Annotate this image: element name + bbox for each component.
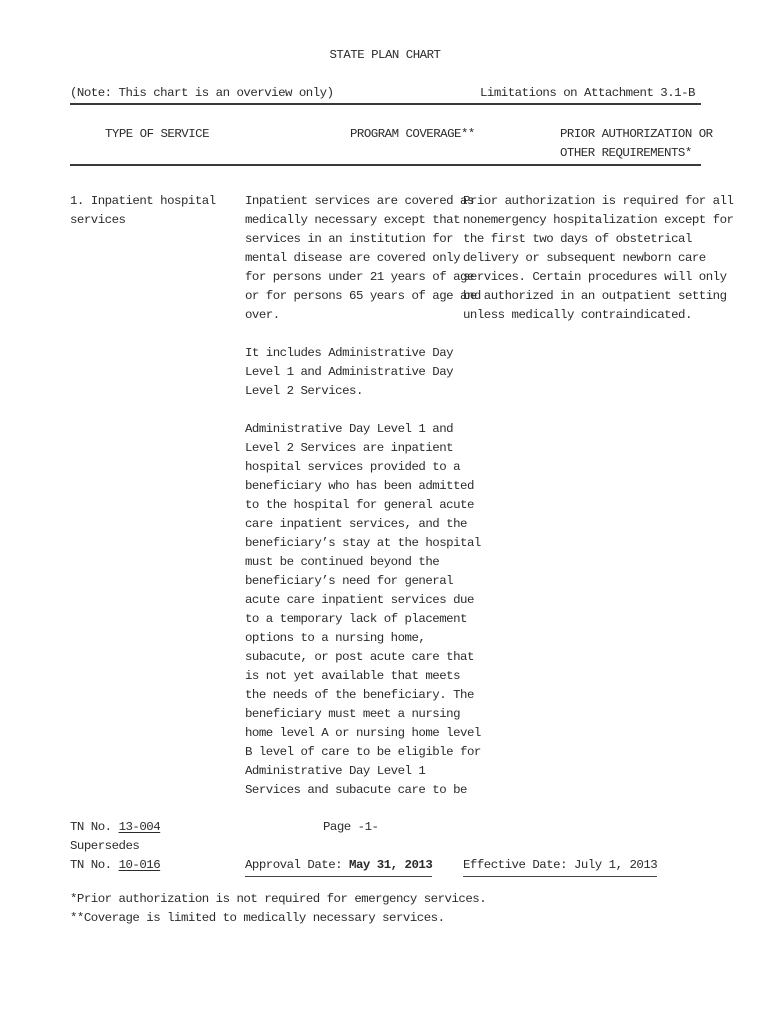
coverage-paragraph bbox=[245, 192, 481, 325]
coverage-line: the needs of the beneficiary. The bbox=[245, 688, 474, 702]
approval-label: Approval Date: bbox=[245, 858, 350, 872]
service-line: services bbox=[70, 213, 126, 227]
program-coverage-cell bbox=[245, 192, 481, 819]
coverage-line: care inpatient services, and the bbox=[245, 517, 467, 531]
tn2-label: TN No. bbox=[70, 858, 119, 872]
coverage-line: subacute, or post acute care that bbox=[245, 650, 474, 664]
column-header-type-of-service: TYPE OF SERVICE bbox=[105, 127, 210, 141]
attachment-reference: Limitations on Attachment 3.1-B bbox=[479, 86, 695, 100]
header-rule-top bbox=[70, 103, 701, 105]
coverage-line: for persons under 21 years of age bbox=[245, 270, 474, 284]
coverage-line: beneficiary who has been admitted bbox=[245, 479, 474, 493]
coverage-line: acute care inpatient services due bbox=[245, 593, 474, 607]
service-line: 1. Inpatient hospital bbox=[70, 194, 216, 208]
prior-auth-line: delivery or subsequent newborn care bbox=[463, 251, 706, 265]
page-title: STATE PLAN CHART bbox=[329, 48, 441, 62]
footnote-coverage: **Coverage is limited to medically necessary services. bbox=[70, 911, 445, 925]
prior-auth-line: the first two days of obstetrical bbox=[463, 232, 692, 246]
page-number: Page -1- bbox=[323, 820, 379, 834]
column-header-program-coverage: PROGRAM COVERAGE** bbox=[350, 127, 475, 141]
coverage-line: home level A or nursing home level bbox=[245, 726, 481, 740]
coverage-line: services in an institution for bbox=[245, 232, 454, 246]
prior-auth-line: be authorized in an outpatient setting bbox=[463, 289, 727, 303]
tn-number-value: 13-004 bbox=[118, 820, 161, 834]
tn2-number-value: 10-016 bbox=[118, 858, 161, 872]
column-header-prior-authorization bbox=[560, 125, 713, 163]
prior-auth-line: unless medically contraindicated. bbox=[463, 308, 692, 322]
coverage-line: Level 1 and Administrative Day bbox=[245, 365, 454, 379]
coverage-line: medically necessary except that bbox=[245, 213, 461, 227]
effective-date: Effective Date: July 1, 2013 bbox=[463, 856, 657, 877]
prior-auth-line: services. Certain procedures will only bbox=[463, 270, 727, 284]
coverage-line: Services and subacute care to be bbox=[245, 783, 467, 797]
approval-date-value: May 31, 2013 bbox=[349, 858, 433, 872]
prior-auth-header-line-2: OTHER REQUIREMENTS* bbox=[560, 146, 692, 160]
footnote-prior-authorization: *Prior authorization is not required for emergency services. bbox=[70, 892, 487, 906]
coverage-paragraph bbox=[245, 420, 481, 800]
coverage-paragraph bbox=[245, 344, 454, 401]
tn-number bbox=[70, 818, 160, 837]
header-rule-bottom bbox=[70, 164, 701, 166]
coverage-line: over. bbox=[245, 308, 280, 322]
coverage-line: must be continued beyond the bbox=[245, 555, 440, 569]
supersedes-label: Supersedes bbox=[70, 839, 140, 853]
coverage-line: is not yet available that meets bbox=[245, 669, 461, 683]
coverage-line: beneficiary’s stay at the hospital bbox=[245, 536, 481, 550]
overview-note: (Note: This chart is an overview only) bbox=[70, 86, 334, 100]
approval-date bbox=[245, 856, 432, 877]
prior-auth-line: nonemergency hospitalization except for bbox=[463, 213, 734, 227]
prior-authorization-cell bbox=[463, 192, 734, 325]
coverage-line: or for persons 65 years of age and bbox=[245, 289, 481, 303]
coverage-line: B level of care to be eligible for bbox=[245, 745, 481, 759]
coverage-line: Administrative Day Level 1 and bbox=[245, 422, 454, 436]
coverage-line: beneficiary’s need for general bbox=[245, 574, 454, 588]
coverage-line: beneficiary must meet a nursing bbox=[245, 707, 461, 721]
tn-label: TN No. bbox=[70, 820, 119, 834]
prior-auth-line: Prior authorization is required for all bbox=[463, 194, 734, 208]
coverage-line: Inpatient services are covered as bbox=[245, 194, 474, 208]
coverage-line: to the hospital for general acute bbox=[245, 498, 474, 512]
coverage-line: Administrative Day Level 1 bbox=[245, 764, 426, 778]
coverage-line: mental disease are covered only bbox=[245, 251, 461, 265]
coverage-line: It includes Administrative Day bbox=[245, 346, 454, 360]
coverage-line: Level 2 Services are inpatient bbox=[245, 441, 454, 455]
coverage-line: options to a nursing home, bbox=[245, 631, 426, 645]
type-of-service-cell bbox=[70, 192, 235, 230]
prior-auth-header-line-1: PRIOR AUTHORIZATION OR bbox=[560, 127, 713, 141]
superseded-tn-number bbox=[70, 856, 160, 875]
coverage-line: to a temporary lack of placement bbox=[245, 612, 467, 626]
coverage-line: Level 2 Services. bbox=[245, 384, 363, 398]
coverage-line: hospital services provided to a bbox=[245, 460, 461, 474]
